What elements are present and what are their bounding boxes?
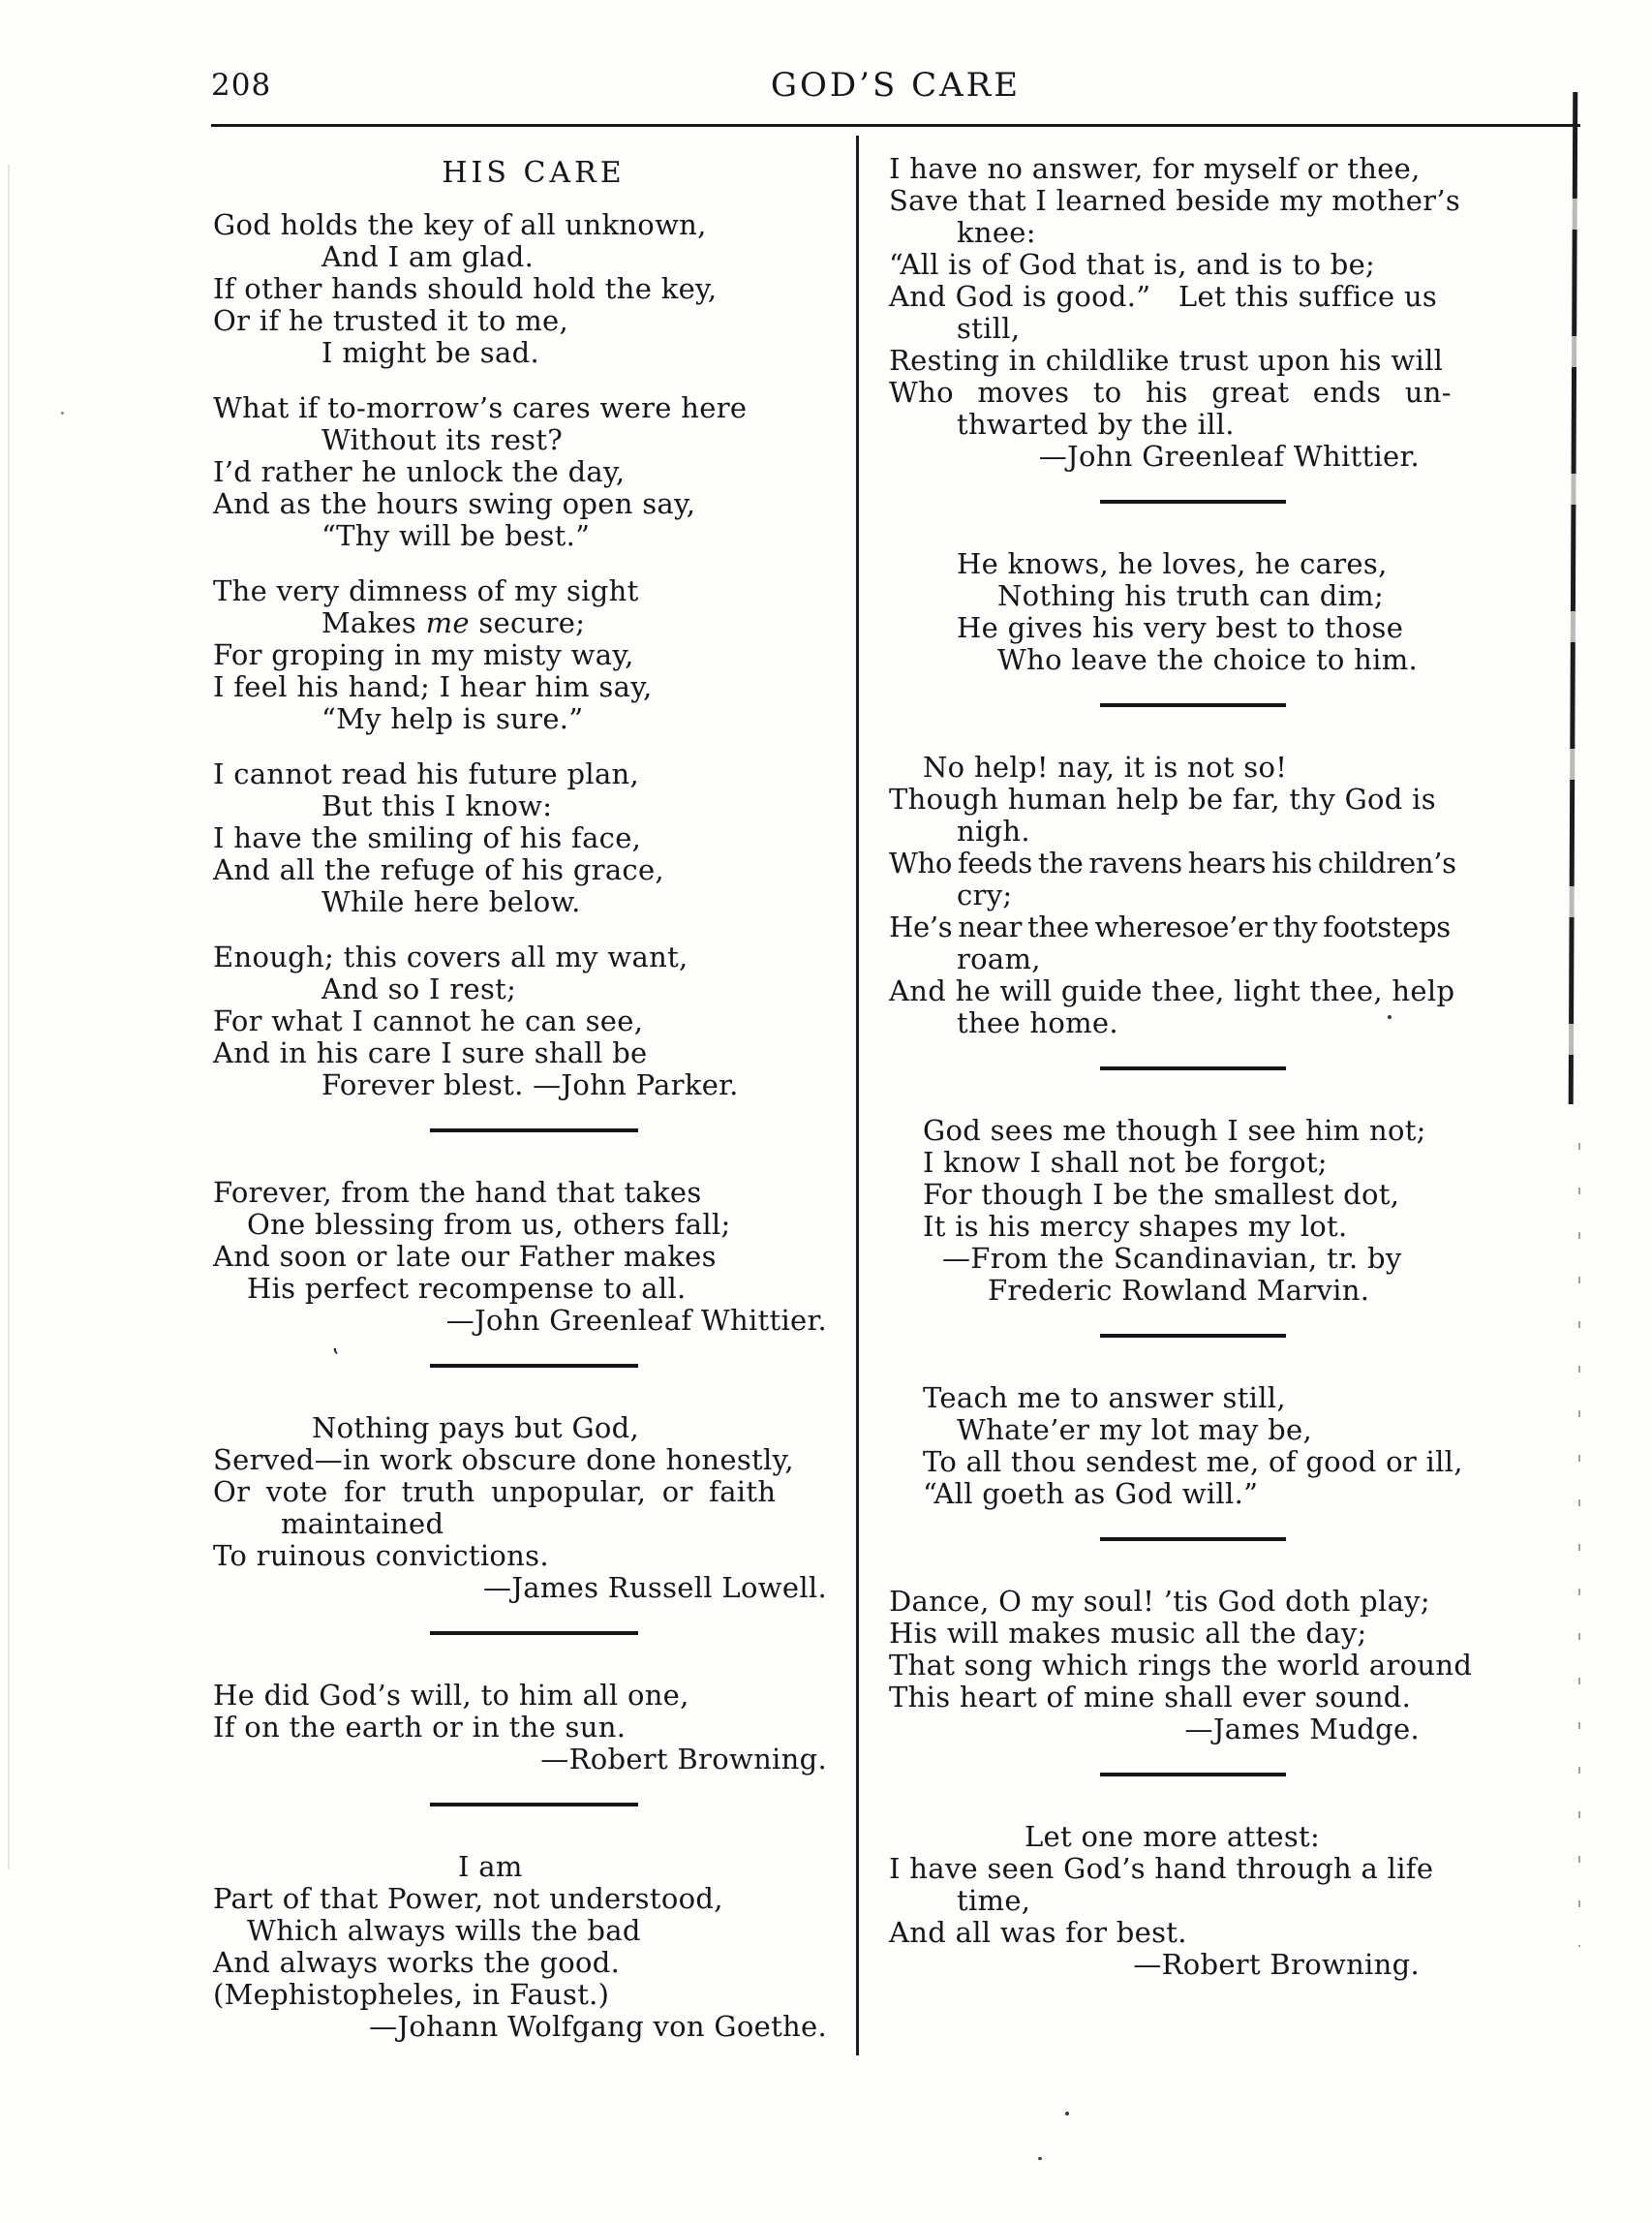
- poem-line: God holds the key of all unknown,: [213, 208, 707, 241]
- poem-line: thwarted by the ill.: [957, 408, 1235, 441]
- poem-line: still,: [957, 312, 1021, 345]
- column-divider-rule: [856, 136, 859, 2055]
- stanza: [213, 392, 854, 552]
- poem-line: But this I know:: [321, 789, 553, 822]
- poem-line: thee home.: [957, 1006, 1118, 1039]
- poem-line: And God is good.” Let this suffice us: [889, 280, 1438, 313]
- poem-line: His will makes music all the day;: [889, 1617, 1367, 1650]
- poem-line: For groping in my misty way,: [213, 638, 634, 671]
- section-divider-rule: [1100, 1773, 1286, 1776]
- poem-line: “All goeth as God will.”: [923, 1477, 1259, 1510]
- poem-line: I have seen God’s hand through a life: [889, 1852, 1434, 1885]
- poem-line: “All is of God that is, and is to be;: [889, 248, 1376, 281]
- poem-line: Who leave the choice to him.: [997, 643, 1419, 676]
- running-title: GOD’S CARE: [770, 66, 1022, 105]
- poem-line: What if to-morrow’s cares were here: [213, 391, 748, 424]
- poem-line: “Thy will be best.”: [321, 519, 591, 552]
- section-divider-rule: [430, 1631, 638, 1635]
- poem-line: That song which rings the world around: [889, 1649, 1473, 1682]
- scan-speck: [1065, 2112, 1069, 2115]
- poem-line: Whate’er my lot may be,: [957, 1413, 1312, 1446]
- poem-line: He’s near thee wheresoe’er thy footsteps: [889, 911, 1451, 943]
- poem-line: knee:: [957, 216, 1036, 249]
- poem-line: I have the smiling of his face,: [213, 821, 642, 854]
- poem-line: And he will guide thee, light thee, help: [889, 974, 1455, 1007]
- scan-speck: [61, 412, 64, 415]
- poem-line: Part of that Power, not understood,: [213, 1882, 723, 1915]
- poem-line: Though human help be far, thy God is: [889, 783, 1436, 816]
- header-rule: [211, 124, 1580, 127]
- poem-line: Enough; this covers all my want,: [213, 941, 688, 973]
- poem-line: (Mephistopheles, in Faust.): [213, 1978, 610, 2011]
- poem-line: I know I shall not be forgot;: [923, 1146, 1328, 1179]
- stanza: [213, 1680, 854, 1775]
- stanza: [889, 752, 1497, 1039]
- poem-line: I’d rather he unlock the day,: [213, 455, 626, 488]
- poem-line: If other hands should hold the key,: [213, 272, 718, 305]
- poem-line: Served—in work obscure done honestly,: [213, 1443, 794, 1476]
- poem-line: —James Russell Lowell.: [483, 1571, 827, 1604]
- poem-line: His perfect recompense to all.: [247, 1272, 687, 1305]
- stanza: [213, 1412, 854, 1604]
- poem-line: Without its rest?: [321, 423, 564, 456]
- poem-line: Or vote for truth unpopular, or faith: [213, 1475, 777, 1508]
- stanza: [213, 209, 854, 369]
- stanza: [213, 575, 854, 735]
- stanza: [889, 1821, 1497, 1981]
- section-divider-rule: [430, 1128, 638, 1132]
- poem-line: roam,: [957, 942, 1041, 975]
- section-divider-rule: [1100, 1334, 1286, 1338]
- poem-line: And all was for best.: [889, 1916, 1187, 1949]
- poem-line: And so I rest;: [321, 973, 517, 1005]
- poem-line: He gives his very best to those: [957, 611, 1404, 644]
- poem-line: Which always wills the bad: [247, 1914, 641, 1947]
- poem-line: —James Mudge.: [1184, 1713, 1420, 1745]
- stanza: [213, 942, 854, 1101]
- poem-line: Or if he trusted it to me,: [213, 304, 568, 337]
- poem-line: I feel his hand; I hear him say,: [213, 670, 653, 703]
- poem-line: This heart of mine shall ever sound.: [889, 1681, 1412, 1714]
- scan-edge-shadow: [8, 165, 10, 1869]
- poem-line: Who moves to his great ends un-: [889, 376, 1452, 409]
- poem-line: No help! nay, it is not so!: [923, 751, 1288, 784]
- poem-line: Nothing his truth can dim;: [997, 579, 1385, 612]
- stanza: [213, 1177, 854, 1337]
- poem-line: He did God’s will, to him all one,: [213, 1679, 689, 1712]
- section-divider-rule: [430, 1364, 638, 1368]
- poem-line: I am: [458, 1850, 523, 1883]
- poem-line: The very dimness of my sight: [213, 574, 639, 607]
- poem-heading: HIS CARE: [442, 156, 626, 190]
- poem-line: For what I cannot he can see,: [213, 1004, 644, 1037]
- poem-line: And as the hours swing open say,: [213, 487, 696, 520]
- poem-line: Nothing pays but God,: [312, 1411, 640, 1444]
- stanza: [213, 1851, 854, 2043]
- poem-line: “My help is sure.”: [321, 702, 584, 735]
- scan-edge-artifact: [1578, 1143, 1580, 1947]
- section-divider-rule: [430, 1803, 638, 1806]
- poem-line: nigh.: [957, 815, 1030, 848]
- poem-line: And all the refuge of his grace,: [213, 853, 664, 886]
- poem-line: Forever blest. —John Parker.: [321, 1068, 739, 1101]
- poem-line: Save that I learned beside my mother’s: [889, 184, 1461, 217]
- poem-line: One blessing from us, others fall;: [247, 1208, 731, 1241]
- scan-speck: [1388, 1015, 1392, 1019]
- poem-line: And I am glad.: [321, 240, 535, 273]
- scan-edge-artifact: [1569, 92, 1578, 1104]
- stanza: [889, 153, 1497, 473]
- section-divider-rule: [1100, 1537, 1286, 1541]
- poem-line: —Johann Wolfgang von Goethe.: [369, 2010, 827, 2043]
- poem-line: Resting in childlike trust upon his will: [889, 344, 1444, 377]
- poem-line: I might be sad.: [321, 336, 539, 369]
- left-column: [213, 147, 854, 2066]
- poem-line: cry;: [957, 879, 1013, 911]
- poem-line: While here below.: [321, 885, 581, 918]
- poem-line: —Robert Browning.: [540, 1743, 827, 1775]
- poem-line: Let one more attest:: [1025, 1820, 1321, 1853]
- section-divider-rule: [1100, 703, 1286, 707]
- poem-line: Teach me to answer still,: [923, 1381, 1286, 1414]
- stanza: [889, 548, 1497, 676]
- poem-line: And soon or late our Father makes: [213, 1240, 717, 1273]
- stanza: [889, 1115, 1497, 1307]
- poem-line: I have no answer, for myself or thee,: [889, 152, 1421, 185]
- stanza: [213, 758, 854, 918]
- poem-line: God sees me though I see him not;: [923, 1114, 1426, 1147]
- section-divider-rule: [1100, 1066, 1286, 1070]
- scan-speck: ‛: [332, 1344, 340, 1372]
- poem-line: Dance, O my soul! ’tis God doth play;: [889, 1585, 1430, 1618]
- poem-line: And always works the good.: [213, 1946, 621, 1979]
- poem-line: Forever, from the hand that takes: [213, 1176, 702, 1209]
- poem-line: For though I be the smallest dot,: [923, 1178, 1400, 1211]
- section-divider-rule: [1100, 500, 1286, 504]
- poem-line: I cannot read his future plan,: [213, 757, 640, 790]
- poem-line: Frederic Rowland Marvin.: [988, 1274, 1370, 1307]
- poem-line: And in his care I sure shall be: [213, 1036, 648, 1069]
- poem-line: To all thou sendest me, of good or ill,: [923, 1445, 1463, 1478]
- page-number: 208: [211, 68, 272, 103]
- poem-line: time,: [957, 1884, 1031, 1917]
- scan-speck: [1038, 2157, 1042, 2160]
- right-column: [889, 153, 1497, 2004]
- poem-line: —From the Scandinavian, tr. by: [942, 1242, 1402, 1275]
- poem-line: To ruinous convictions.: [213, 1539, 549, 1572]
- poem-line: —Robert Browning.: [1133, 1948, 1420, 1981]
- stanza: [889, 1382, 1497, 1510]
- poem-line: Who feeds the ravens hears his children’s: [889, 847, 1456, 880]
- poem-line: —John Greenleaf Whittier.: [445, 1304, 827, 1337]
- stanza: [889, 1586, 1497, 1745]
- poem-line: If on the earth or in the sun.: [213, 1711, 627, 1744]
- poem-line: It is his mercy shapes my lot.: [923, 1210, 1348, 1243]
- poem-line: —John Greenleaf Whittier.: [1038, 440, 1420, 473]
- poem-line: maintained: [281, 1507, 444, 1540]
- poem-line: He knows, he loves, he cares,: [957, 547, 1388, 580]
- poem-line: Makes me secure;: [321, 606, 586, 639]
